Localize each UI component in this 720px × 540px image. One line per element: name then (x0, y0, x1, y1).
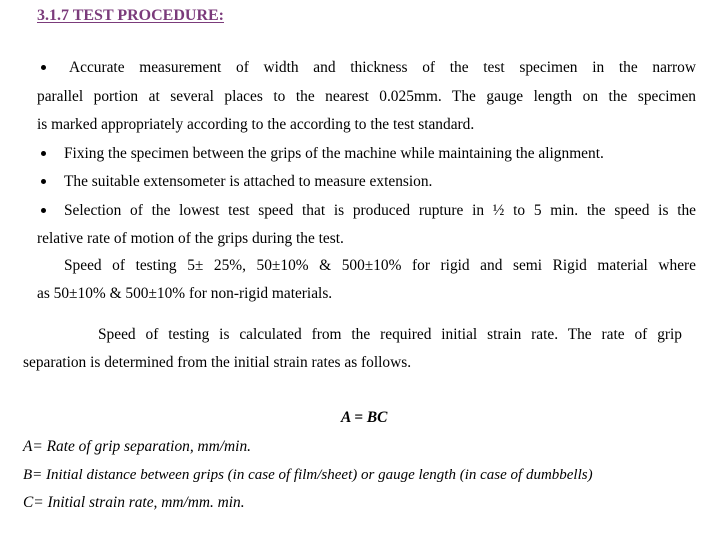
definition-b: B= Initial distance between grips (in case of film/sheet) or gauge length (in case of dumbbells) (23, 467, 593, 483)
bullet-2-line-1: Fixing the specimen between the grips of the machine while maintaining the alignment. (64, 145, 604, 162)
strain-paragraph-line-2: separation is determined from the initial strain rates as follows. (23, 354, 412, 371)
definition-a: A= Rate of grip separation, mm/min. (23, 438, 251, 455)
speed-paragraph-line-2: as 50±10% & 500±10% for non-rigid materials. (37, 285, 333, 302)
strain-paragraph-line-1: Speed of testing is calculated from the required initial strain rate. The rate of grip (98, 326, 682, 343)
bullet-icon (41, 208, 46, 213)
bullet-1-line-1: Accurate measurement of width and thickness of the test specimen in the narrow (69, 59, 696, 76)
bullet-icon (41, 179, 46, 184)
bullet-icon (41, 151, 46, 156)
formula-equation: A = BC (341, 409, 388, 426)
bullet-1-line-2: parallel portion at several places to the nearest 0.025mm. The gauge length on the specimen (37, 88, 696, 105)
speed-paragraph-line-1: Speed of testing 5± 25%, 50±10% & 500±10% for rigid and semi Rigid material where (64, 257, 696, 274)
bullet-3-line-1: The suitable extensometer is attached to measure extension. (64, 173, 433, 190)
definition-c: C= Initial strain rate, mm/mm. min. (23, 494, 245, 511)
bullet-4-line-2: relative rate of motion of the grips during the test. (37, 230, 344, 247)
section-heading: 3.1.7 TEST PROCEDURE: (37, 7, 224, 24)
bullet-4-line-1: Selection of the lowest test speed that is produced rupture in ½ to 5 min. the speed is the (64, 202, 696, 219)
bullet-icon (41, 65, 46, 70)
bullet-1-line-3: is marked appropriately according to the according to the test standard. (37, 116, 475, 133)
